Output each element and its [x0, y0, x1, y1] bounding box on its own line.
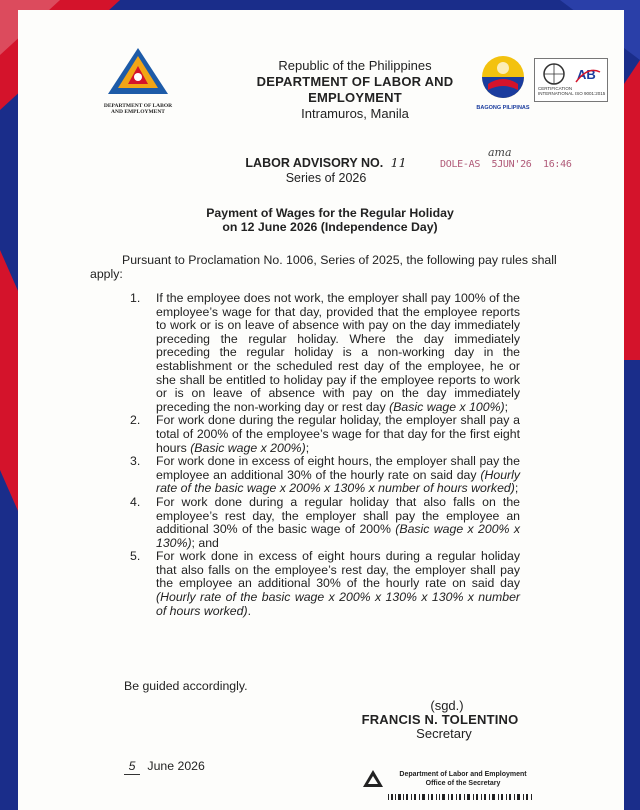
pay-rule-number: 1.: [130, 291, 141, 305]
location-line: Intramuros, Manila: [301, 106, 409, 121]
iso-certification-logo: [534, 58, 608, 102]
intro-line1: Pursuant to Proclamation No. 1006, Series of 2025, the following pay rules shall: [122, 253, 557, 267]
stamp-text: DOLE-AS 5JUN'26 16:46: [440, 159, 572, 170]
pay-rule-number: 5.: [130, 549, 141, 564]
pay-rule-formula: (Basic wage x 200%): [190, 440, 306, 455]
subject-heading: [180, 206, 480, 234]
pay-rule-item: [130, 550, 520, 618]
pay-rule-text: For work done during a regular holiday that also falls on the employee’s rest day, the employer shall pay the employee an additional 30% of the basic wage of 200%: [156, 494, 520, 537]
bagong-pilipinas-emblem-icon: [474, 54, 532, 100]
department-name: DEPARTMENT OF LABOR AND EMPLOYMENT: [256, 74, 454, 105]
logo-caption-line1: DEPARTMENT OF LABOR: [103, 103, 173, 109]
office-stamp: [360, 768, 540, 800]
date-month-year: June 2026: [147, 759, 205, 773]
advisory-series: Series of 2026: [285, 171, 367, 185]
pay-rule-item: [130, 455, 520, 496]
republic-line: Republic of the Philippines: [278, 58, 432, 73]
subject-line2: on 12 June 2026 (Independence Day): [222, 220, 438, 234]
closing-line: Be guided accordingly.: [124, 679, 248, 693]
dole-logo: [102, 44, 174, 116]
office-stamp-line2: Office of the Secretary: [425, 780, 501, 787]
signatory-name: FRANCIS N. TOLENTINO: [361, 712, 519, 727]
bagong-pilipinas-logo: [474, 54, 532, 110]
intro-paragraph: [90, 254, 570, 281]
cert-line1: CERTIFICATION: [538, 86, 573, 91]
svg-text:AB: AB: [577, 67, 596, 82]
date-day: 5: [124, 760, 140, 775]
advisory-title: [236, 155, 416, 186]
cert-iso: ISO 9001:2015: [575, 91, 606, 96]
pay-rule-end: ;: [504, 399, 509, 414]
pay-rule-end: ;: [514, 481, 519, 496]
letterhead: [240, 58, 470, 122]
pay-rule-formula: (Hourly rate of the basic wage x 200% x 130% x number of hours worked): [156, 467, 521, 496]
stamp-initials: ama: [488, 146, 512, 159]
certification-globe-icon: [539, 62, 569, 86]
advisory-title-prefix: LABOR ADVISORY NO.: [245, 156, 384, 170]
intro-line2: apply:: [90, 266, 123, 281]
pay-rule-formula: (Basic wage x 200% x 130%): [156, 522, 520, 550]
pay-rule-text: If the employee does not work, the employer shall pay 100% of the employee’s wage for that day, provided that the employee reports to work or is on leave of absence with pay on the day immediately preceding the regular holiday. Where the day immediately preceding the regular holiday is a non-working day in the establishment or the scheduled rest day of the employee, he or she shall be entitled to holiday pay if the employee reports to work or is on leave of absence with pay on the day immediately preceding the non-working day or rest day: [156, 291, 520, 414]
barcode-icon: [388, 794, 538, 800]
pay-rule-text: For work done in excess of eight hours during a regular holiday that also falls on the employee’s rest day, the employer shall pay the employee an additional 30% of the hourly rate on said day: [156, 549, 520, 591]
receiving-stamp: [440, 146, 572, 170]
signature-block: [340, 699, 540, 741]
signature-sgd: (sgd.): [430, 698, 464, 713]
cert-line2: INTERNATIONAL: [538, 91, 574, 96]
advisory-number: 11: [390, 155, 407, 170]
pay-rule-number: 3.: [130, 454, 141, 469]
pay-rule-item: [130, 496, 520, 550]
office-stamp-line1: Department of Labor and Employment: [399, 771, 527, 778]
accreditation-icon: [573, 62, 603, 86]
pay-rule-item: [130, 414, 520, 455]
bagong-pilipinas-label: BAGONG PILIPINAS: [476, 105, 530, 111]
pay-rule-formula: (Hourly rate of the basic wage x 200% x 130% x 130% x number of hours worked): [156, 590, 520, 618]
pay-rule-end: .: [247, 603, 252, 618]
date-line: [124, 760, 205, 775]
pay-rule-formula: (Basic wage x 100%): [389, 399, 505, 414]
pay-rules-list: [130, 292, 520, 618]
pay-rule-end: ; and: [191, 535, 219, 550]
dole-triangle-icon: [102, 44, 174, 96]
pay-rule-end: ;: [305, 440, 310, 455]
pay-rule-item: [130, 292, 520, 414]
signatory-title: Secretary: [416, 726, 472, 741]
pay-rule-text: For work done in excess of eight hours, the employer shall pay the employee an additional 30% of the hourly rate on said day: [156, 454, 520, 482]
dole-small-logo-icon: [362, 769, 384, 789]
pay-rule-text: For work done during the regular holiday, the employer shall pay a total of 200% of the employee’s wage for that day for the first eight hours: [156, 413, 520, 455]
subject-line1: Payment of Wages for the Regular Holiday: [206, 206, 454, 220]
logo-caption-line2: AND EMPLOYMENT: [111, 109, 165, 115]
pay-rule-number: 4.: [130, 494, 141, 509]
pay-rule-number: 2.: [130, 413, 141, 428]
